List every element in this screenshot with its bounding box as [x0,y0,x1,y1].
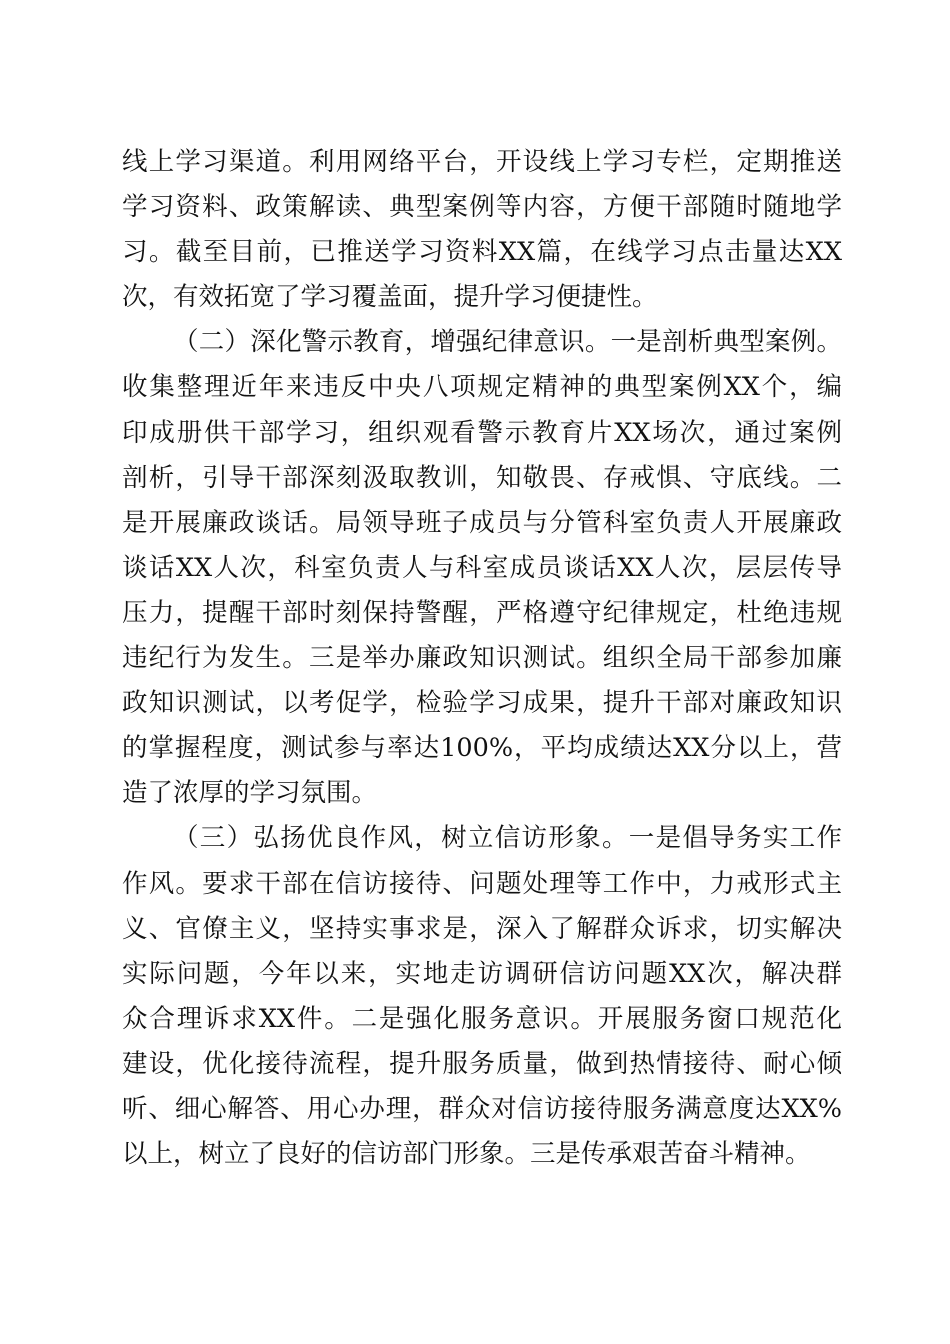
body-line: 次，有效拓宽了学习覆盖面，提升学习便捷性。 [122,282,658,313]
body-line: 建设，优化接待流程，提升服务质量，做到热情接待、耐心倾 [122,1048,842,1079]
body-line: 剖析，引导干部深刻汲取教训，知敬畏、存戒惧、守底线。二 [122,462,842,493]
body-line: 的掌握程度，测试参与率达100%，平均成绩达XX分以上，营 [122,733,842,764]
body-line: 学习资料、政策解读、典型案例等内容，方便干部随时随地学 [122,192,842,223]
document-body [122,140,842,1177]
body-line: 众合理诉求XX件。二是强化服务意识。开展服务窗口规范化 [122,1003,842,1034]
body-line: 习。截至目前，已推送学习资料XX篇，在线学习点击量达XX [122,237,842,268]
body-line: 政知识测试，以考促学，检验学习成果，提升干部对廉政知识 [122,688,842,719]
body-line: 义、官僚主义，坚持实事求是，深入了解群众诉求，切实解决 [122,913,842,944]
body-line: 印成册供干部学习，组织观看警示教育片XX场次，通过案例 [122,417,842,448]
body-line: 线上学习渠道。利用网络平台，开设线上学习专栏，定期推送 [122,147,842,177]
body-line: 压力，提醒干部时刻保持警醒，严格遵守纪律规定，杜绝违规 [122,597,842,628]
body-line: 违纪行为发生。三是举办廉政知识测试。组织全局干部参加廉 [122,643,842,674]
body-line: 作风。要求干部在信访接待、问题处理等工作中，力戒形式主 [122,868,842,899]
body-line: 以上，树立了良好的信访部门形象。三是传承艰苦奋斗精神。 [122,1139,811,1170]
body-line: 谈话XX人次，科室负责人与科室成员谈话XX人次，层层传导 [122,552,842,583]
body-line: 造了浓厚的学习氛围。 [122,778,378,809]
body-line: 实际问题，今年以来，实地走访调研信访问题XX次，解决群 [122,958,842,989]
section-heading-line: （三）弘扬优良作风，树立信访形象。一是倡导务实工作 [173,823,842,854]
body-line: 听、细心解答、用心办理，群众对信访接待服务满意度达XX% [122,1093,842,1124]
body-line: 收集整理近年来违反中央八项规定精神的典型案例XX个，编 [122,372,842,403]
body-line: 是开展廉政谈话。局领导班子成员与分管科室负责人开展廉政 [122,507,842,538]
section-heading-line: （二）深化警示教育，增强纪律意识。一是剖析典型案例。 [173,327,842,358]
